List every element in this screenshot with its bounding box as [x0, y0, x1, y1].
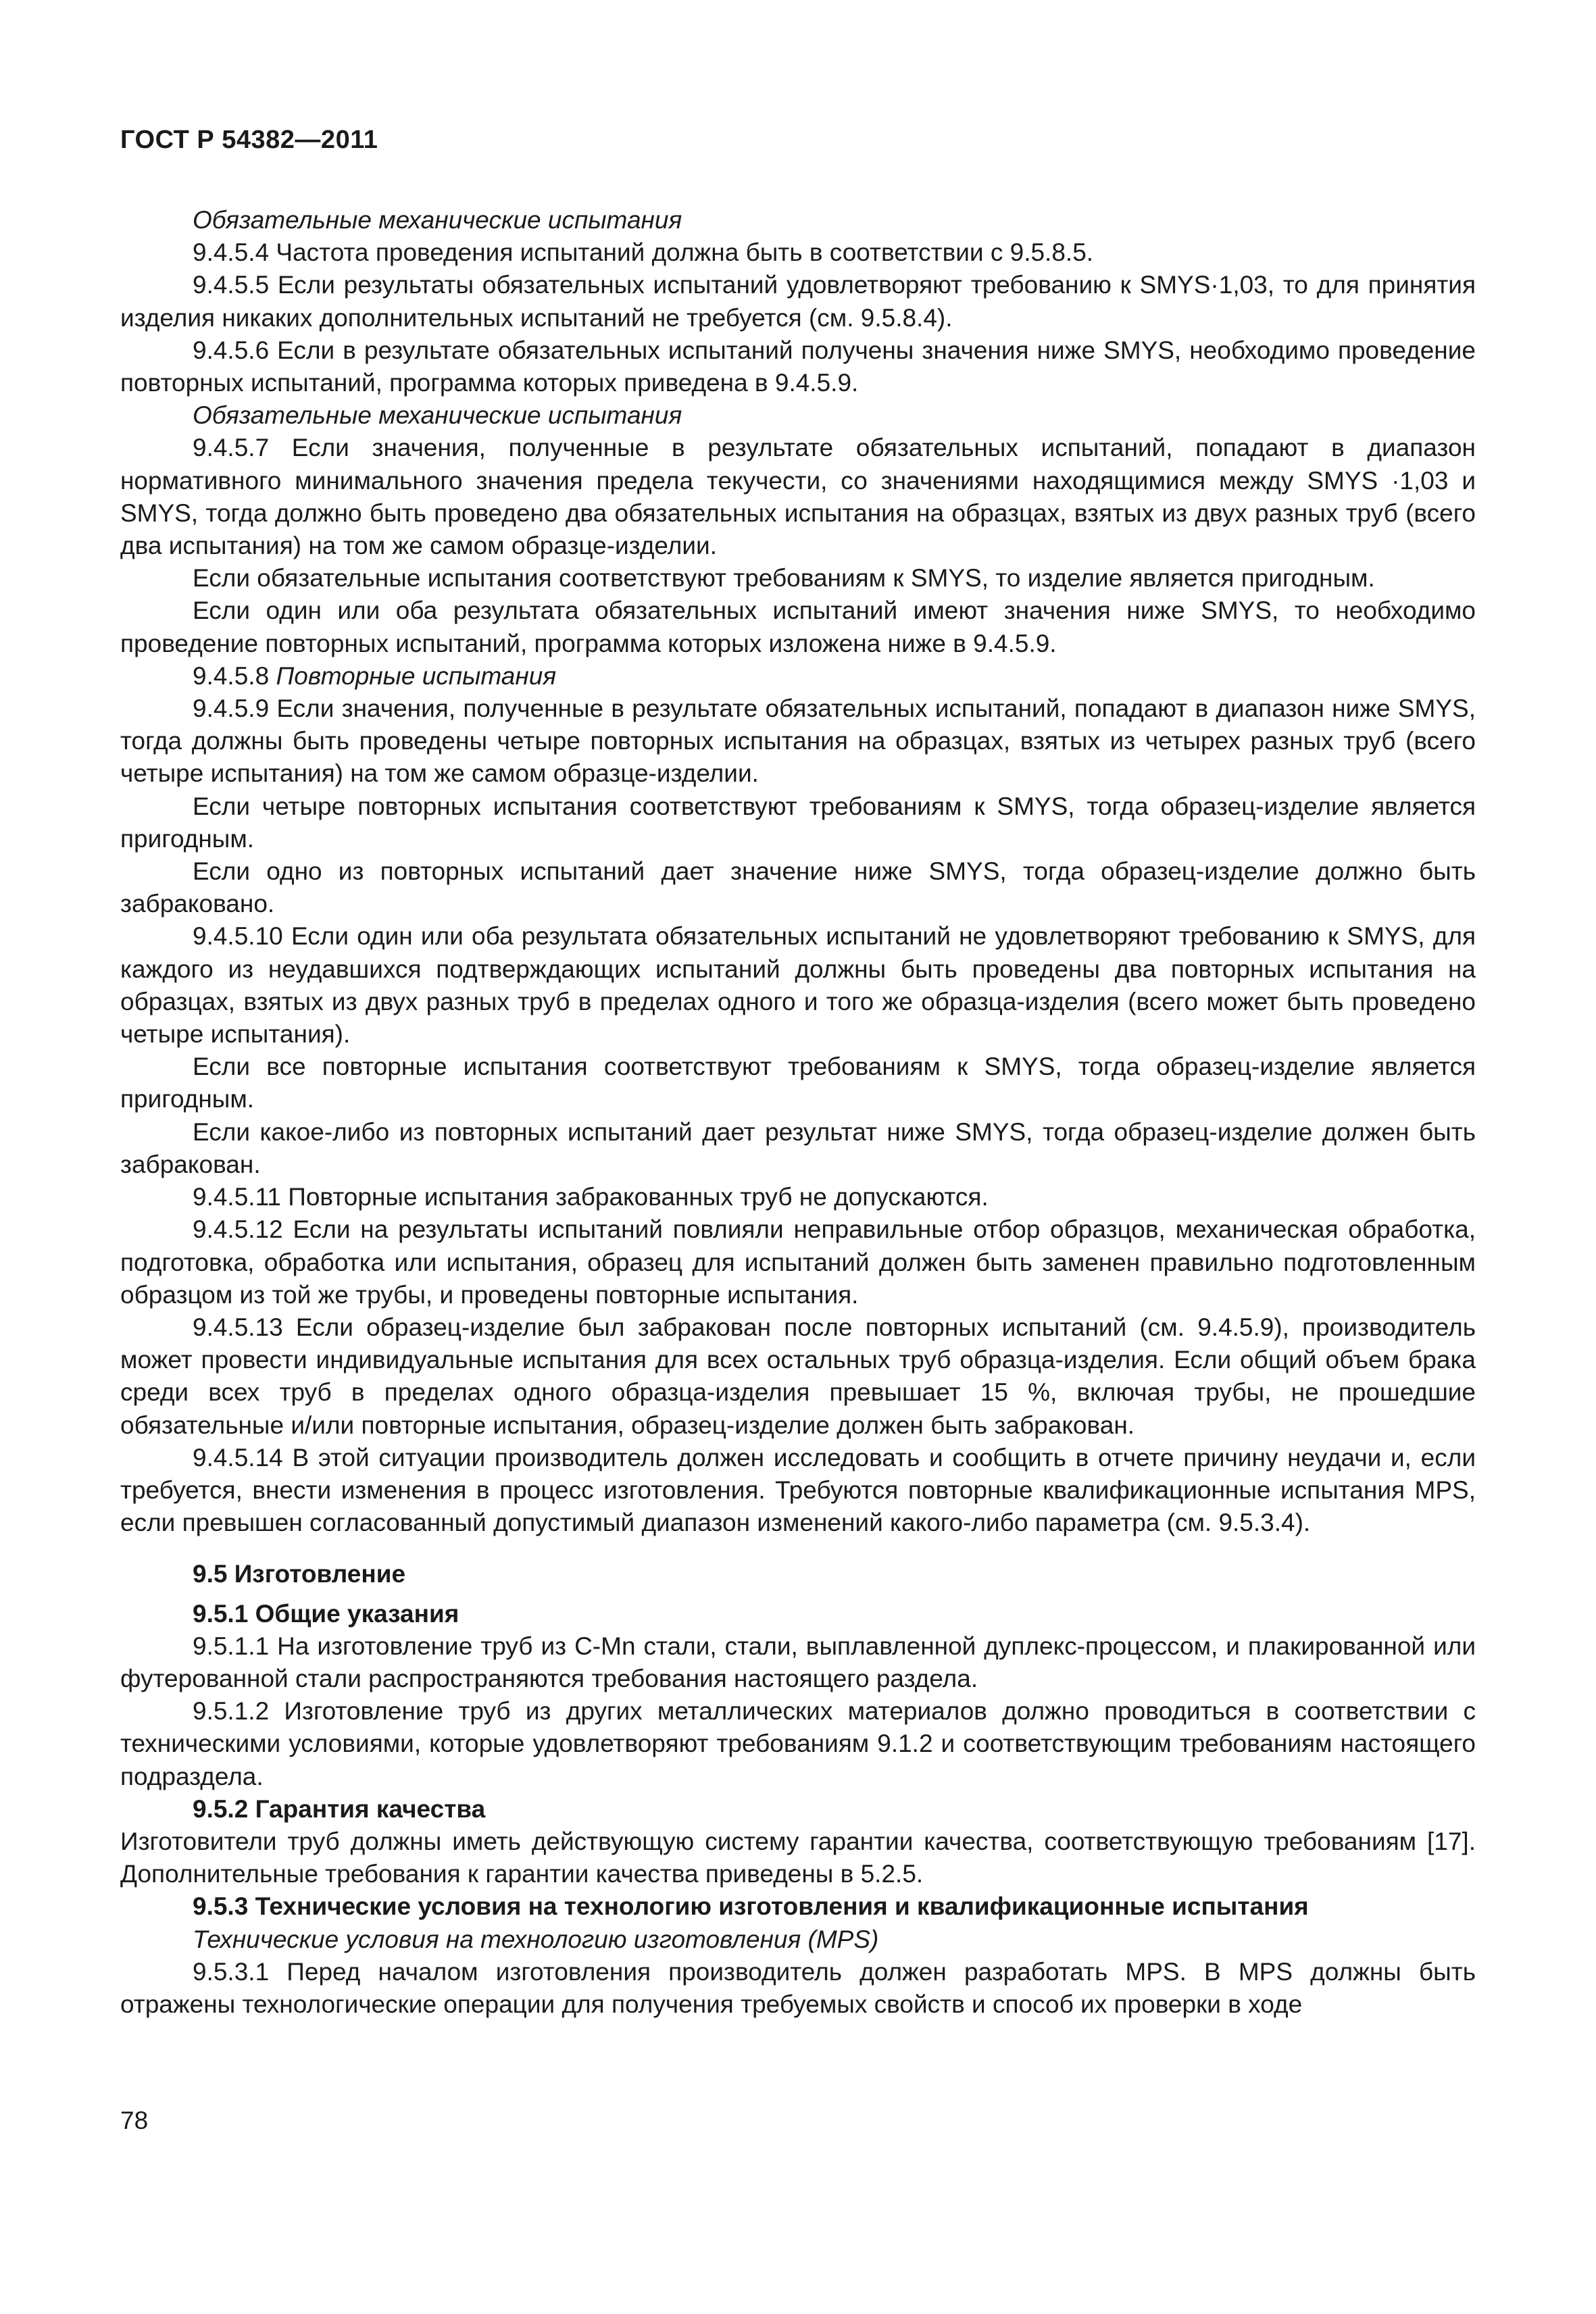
page-number: 78: [120, 2107, 149, 2134]
subheading-mandatory-tests: Обязательные механические испытания: [193, 206, 682, 234]
paragraph-9-5-1-1: 9.5.1.1 На изготовление труб из C-Mn стали, стали, выплавленной дуплекс-процессом, и плакированной или футерованной стали распространяются требования настоящего раздела.: [120, 1632, 1476, 1692]
paragraph-9-4-5-5: 9.4.5.5 Если результаты обязательных испытаний удовлетворяют требованию к SMYS·1,03, то для принятия изделия никаких дополнительных испытаний не требуется (см. 9.5.8.4).: [120, 271, 1476, 332]
section-heading-9-5-3: 9.5.3 Технические условия на технологию изготовления и квалификационные испытания: [193, 1892, 1309, 1921]
paragraph-four-retests-suitable: Если четыре повторных испытания соответствуют требованиям к SMYS, тогда образец-изделие является пригодным.: [120, 792, 1476, 853]
paragraph-all-retests-suitable: Если все повторные испытания соответствуют требованиям к SMYS, тогда образец-изделие является пригодным.: [120, 1053, 1476, 1113]
paragraph-9-4-5-10: 9.4.5.10 Если один или оба результата обязательных испытаний не удовлетворяют требованию к SMYS, для каждого из неудавшихся подтверждающих испытаний должны быть проведены два повторных испытания на образцах, взятых из двух разных труб в пределах одного и того же образца-изделия (всего может быть проведено четыре испытания).: [120, 922, 1476, 1049]
paragraph-9-4-5-9: 9.4.5.9 Если значения, полученные в результате обязательных испытаний, попадают в диапазон ниже SMYS, тогда должны быть проведены четыре повторных испытания на образцах, взятых из четырех разных труб (всего четыре испытания) на том же самом образце-изделии.: [120, 695, 1476, 788]
clause-number: 9.4.5.8: [193, 661, 276, 690]
paragraph-9-4-5-6: 9.4.5.6 Если в результате обязательных испытаний получены значения ниже SMYS, необходимо проведение повторных испытаний, программа которых приведена в 9.4.5.9.: [120, 336, 1476, 397]
body-text: [120, 204, 1476, 2021]
subheading-mandatory-tests-2: Обязательные механические испытания: [193, 401, 682, 430]
section-heading-9-5-1: 9.5.1 Общие указания: [193, 1599, 459, 1628]
clause-title-retests: Повторные испытания: [276, 661, 557, 690]
paragraph-smys-below: Если один или оба результата обязательных испытаний имеют значения ниже SMYS, то необходимо проведение повторных испытаний, программа которых изложена ниже в 9.4.5.9.: [120, 597, 1476, 657]
paragraph-9-4-5-12: 9.4.5.12 Если на результаты испытаний повлияли неправильные отбор образцов, механическая обработка, подготовка, обработка или испытания, образец для испытаний должен быть заменен правильно подготовленным образцом из той же трубы, и проведены повторные испытания.: [120, 1215, 1476, 1309]
paragraph-9-4-5-8: [120, 660, 1476, 693]
paragraph-9-4-5-14: 9.4.5.14 В этой ситуации производитель должен исследовать и сообщить в отчете причину неудачи и, если требуется, внести изменения в процесс изготовления. Требуются повторные квалификационные испытания MPS, если превышен согласованный допустимый диапазон изменений какого-либо параметра (см. 9.5.3.4).: [120, 1443, 1476, 1537]
paragraph-smys-suitable: Если обязательные испытания соответствуют требованиям к SMYS, то изделие является пригодным.: [193, 564, 1375, 593]
subheading-mps: Технические условия на технологию изготовления (MPS): [193, 1925, 879, 1953]
paragraph-9-4-5-11: 9.4.5.11 Повторные испытания забракованных труб не допускаются.: [193, 1183, 989, 1211]
paragraph-one-retest-rejected: Если одно из повторных испытаний дает значение ниже SMYS, тогда образец-изделие должно быть забраковано.: [120, 857, 1476, 918]
section-heading-9-5-2: 9.5.2 Гарантия качества: [193, 1794, 486, 1823]
paragraph-9-5-1-2: 9.5.1.2 Изготовление труб из других металлических материалов должно проводиться в соответствии с техническими условиями, которые удовлетворяют требованиям 9.1.2 и соответствующим требованиям настоящего подраздела.: [120, 1697, 1476, 1790]
document-code-header: ГОСТ Р 54382—2011: [120, 126, 378, 154]
section-heading-9-5: 9.5 Изготовление: [193, 1560, 406, 1588]
paragraph-quality-assurance: Изготовители труб должны иметь действующую систему гарантии качества, соответствующую требованиям [17]. Дополнительные требования к гарантии качества приведены в 5.2.5.: [120, 1827, 1476, 1888]
paragraph-9-4-5-7: 9.4.5.7 Если значения, полученные в результате обязательных испытаний, попадают в диапазон нормативного минимального значения предела текучести, со значениями находящимися между SMYS ·1,03 и SMYS, тогда должно быть проведено два обязательных испытания на образцах, взятых из двух разных труб (всего два испытания) на том же самом образце-изделии.: [120, 434, 1476, 560]
paragraph-9-4-5-4: 9.4.5.4 Частота проведения испытаний должна быть в соответствии с 9.5.8.5.: [193, 238, 1094, 267]
paragraph-9-5-3-1: 9.5.3.1 Перед началом изготовления производитель должен разработать MPS. В MPS должны быть отражены технологические операции для получения требуемых свойств и способ их проверки в ходе: [120, 1957, 1476, 2018]
paragraph-9-4-5-13: 9.4.5.13 Если образец-изделие был забракован после повторных испытаний (см. 9.4.5.9), производитель может провести индивидуальные испытания для всех остальных труб образца-изделия. Если общий объем брака среди всех труб в пределах одного образца-изделия превышает 15 %, включая трубы, не прошедшие обязательные и/или повторные испытания, образец-изделие должен быть забракован.: [120, 1313, 1476, 1439]
paragraph-any-retest-rejected: Если какое-либо из повторных испытаний дает результат ниже SMYS, тогда образец-изделие должен быть забракован.: [120, 1117, 1476, 1178]
